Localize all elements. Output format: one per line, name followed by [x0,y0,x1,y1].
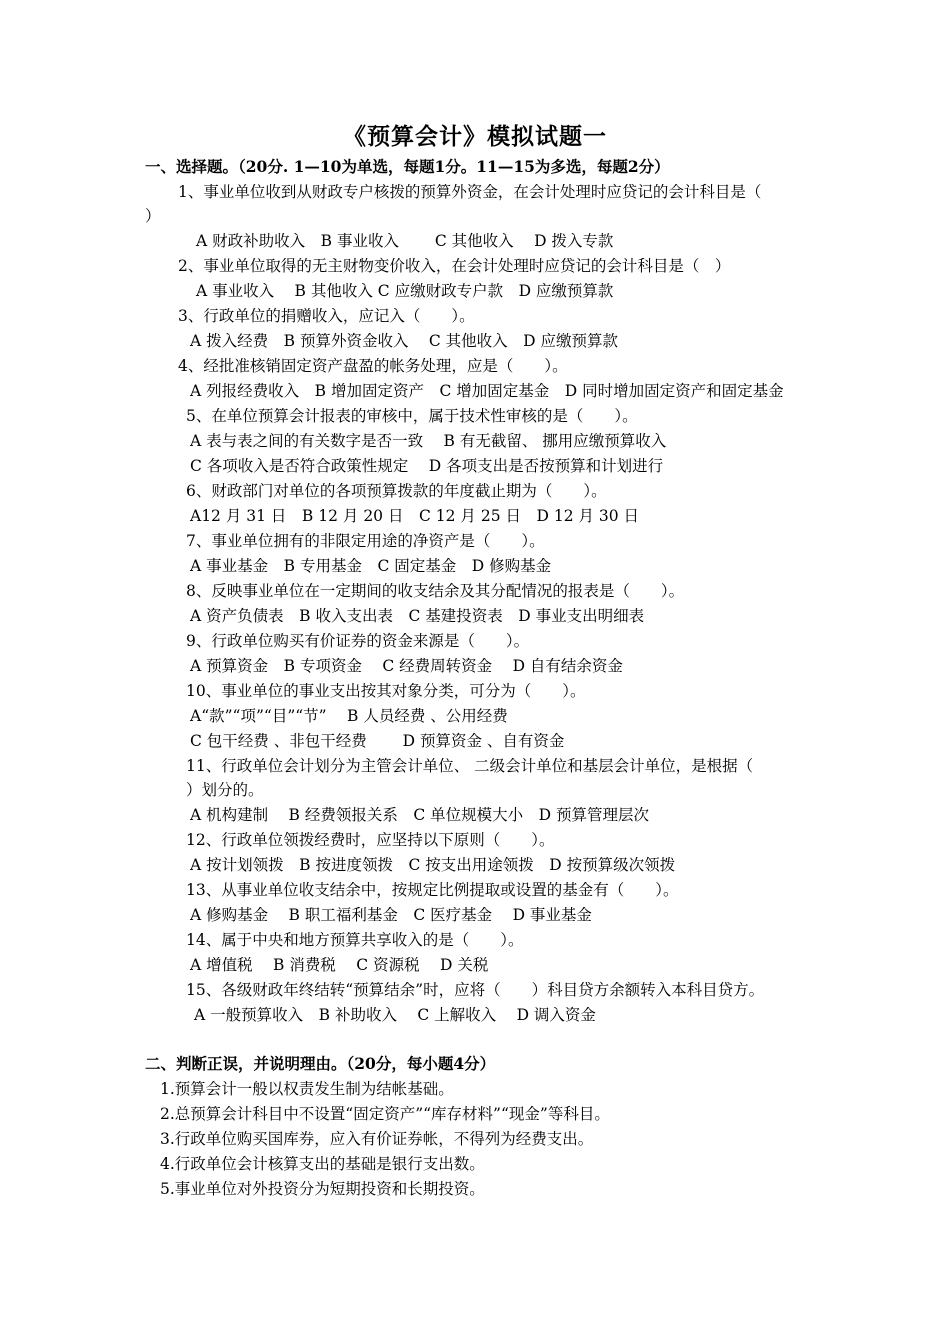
question-6-options: A12 月 31 日 B 12 月 20 日 C 12 月 25 日 D 12 月 30 日 [190,507,640,525]
question-4-options: A 列报经费收入 B 增加固定资产 C 增加固定基金 D 同时增加固定资产和固定基金 [190,382,784,400]
question-11: 11、行政单位会计划分为主管会计单位、 二级会计单位和基层会计单位，是根据（ [186,757,754,775]
question-5-options-cd: C 各项收入是否符合政策性规定 D 各项支出是否按预算和计划进行 [190,457,664,475]
question-5-options-ab: A 表与表之间的有关数字是否一致 B 有无截留、 挪用应缴预算收入 [190,432,667,450]
question-3: 3、行政单位的捐赠收入，应记入（ ）。 [178,307,475,325]
question-11-continued: ）划分的。 [186,781,264,799]
statement-2: 2.总预算会计科目中不设置“固定资产”“库存材料”“现金”等科目。 [160,1105,610,1123]
question-10-options-cd: C 包干经费 、非包干经费 D 预算资金 、自有资金 [190,732,565,750]
question-5: 5、在单位预算会计报表的审核中，属于技术性审核的是（ ）。 [186,407,638,425]
question-12-options: A 按计划领拨 B 按进度领拨 C 按支出用途领拨 D 按预算级次领拨 [190,856,676,874]
question-14-options: A 增值税 B 消费税 C 资源税 D 关税 [190,956,489,974]
question-2: 2、事业单位取得的无主财物变价收入，在会计处理时应贷记的会计科目是（ ） [178,257,731,275]
section-1-heading: 一、选择题。（20分. 1—10为单选，每题1分。11—15为多选，每题2分） [145,157,670,176]
question-1-continued: ） [145,207,161,225]
statement-5: 5.事业单位对外投资分为短期投资和长期投资。 [160,1180,485,1198]
question-12: 12、行政单位领拨经费时，应坚持以下原则（ ）。 [186,831,555,849]
question-10: 10、事业单位的事业支出按其对象分类，可分为（ ）。 [186,682,586,700]
question-14: 14、属于中央和地方预算共享收入的是（ ）。 [186,931,524,949]
question-7: 7、事业单位拥有的非限定用途的净资产是（ ）。 [186,532,545,550]
question-9: 9、行政单位购买有价证券的资金来源是（ ）。 [186,632,530,650]
question-11-options: A 机构建制 B 经费领报关系 C 单位规模大小 D 预算管理层次 [190,806,650,824]
question-9-options: A 预算资金 B 专项资金 C 经费周转资金 D 自有结余资金 [190,657,623,675]
question-3-options: A 拨入经费 B 预算外资金收入 C 其他收入 D 应缴预算款 [190,332,619,350]
question-6: 6、财政部门对单位的各项预算拨款的年度截止期为（ ）。 [186,482,607,500]
question-7-options: A 事业基金 B 专用基金 C 固定基金 D 修购基金 [190,557,552,575]
question-1: 1、事业单位收到从财政专户核拨的预算外资金，在会计处理时应贷记的会计科目是（ [178,183,762,201]
document-title: 《预算会计》模拟试题一 [343,123,607,150]
question-8: 8、反映事业单位在一定期间的收支结余及其分配情况的报表是（ ）。 [186,582,685,600]
statement-3: 3.行政单位购买国库券，应入有价证券帐，不得列为经费支出。 [160,1130,594,1148]
question-8-options: A 资产负债表 B 收入支出表 C 基建投资表 D 事业支出明细表 [190,607,645,625]
question-13: 13、从事业单位收支结余中，按规定比例提取或设置的基金有（ ）。 [186,881,679,899]
question-1-options: A 财政补助收入 B 事业收入 C 其他收入 D 拨入专款 [196,232,614,250]
question-13-options: A 修购基金 B 职工福利基金 C 医疗基金 D 事业基金 [190,906,592,924]
section-2-heading: 二、判断正误，并说明理由。（20分，每小题4分） [145,1054,496,1073]
statement-1: 1.预算会计一般以权责发生制为结帐基础。 [160,1080,454,1098]
statement-4: 4.行政单位会计核算支出的基础是银行支出数。 [160,1155,485,1173]
question-2-options: A 事业收入 B 其他收入 C 应缴财政专户款 D 应缴预算款 [196,282,614,300]
question-15: 15、各级财政年终结转“预算结余”时，应将（ ）科目贷方余额转入本科目贷方。 [186,981,765,999]
question-15-options: A 一般预算收入 B 补助收入 C 上解收入 D 调入资金 [194,1006,596,1024]
question-4: 4、经批准核销固定资产盘盈的帐务处理，应是（ ）。 [178,357,568,375]
question-10-options-ab: A“款”“项”“目”“节” B 人员经费 、公用经费 [190,707,508,725]
